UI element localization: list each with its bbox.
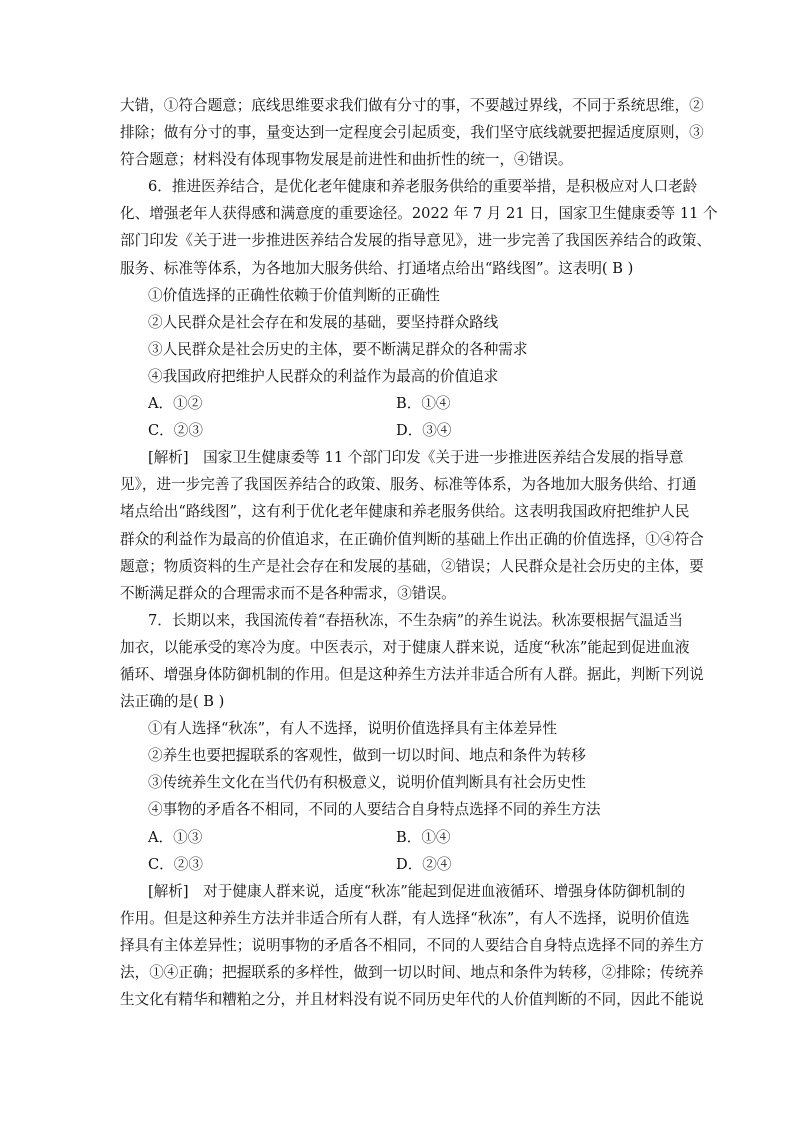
option-d: D．②④: [396, 855, 452, 873]
question-stem-line: 化、增强老年人获得感和满意度的重要途径。2022 年 7 月 21 日，国家卫生健康委等 11 个: [120, 205, 718, 223]
option-b: B．①④: [396, 395, 451, 413]
analysis-line: 作用。但是这种养生方法并非适合所有人群，有人选择“秋冻”，有人不选择，说明价值选: [120, 909, 690, 927]
analysis-line: [解析] 国家卫生健康委等 11 个部门印发《关于进一步推进医养结合发展的指导意: [148, 449, 684, 467]
analysis-line: 大错，①符合题意；底线思维要求我们做有分寸的事，不要越过界线，不同于系统思维，②: [120, 97, 704, 114]
option-a: A．①②: [148, 395, 203, 413]
statement: ②人民群众是社会存在和发展的基础，要坚持群众路线: [148, 313, 499, 331]
option-b: B．①④: [396, 828, 451, 846]
question-7: [120, 607, 704, 1013]
question-stem-line: 7．长期以来，我国流传着“春捂秋冻，不生杂病”的养生说法。秋冻要根据气温适当: [148, 611, 683, 629]
option-d: D．③④: [396, 422, 452, 440]
statement: ①价值选择的正确性依赖于价值判断的正确性: [148, 286, 440, 304]
option-c: C．②③: [148, 422, 203, 440]
statement: ③人民群众是社会历史的主体，要不断满足群众的各种需求: [148, 340, 528, 358]
question-stem-line: 6．推进医养结合，是优化老年健康和养老服务供给的重要举措，是积极应对人口老龄: [148, 178, 698, 196]
question-stem-line: 部门印发《关于进一步推进医养结合发展的指导意见》，进一步完善了我国医养结合的政策、: [120, 232, 712, 250]
document-page: [120, 92, 718, 1013]
analysis-line: 群众的利益作为最高的价值追求，在正确价值判断的基础上作出正确的价值选择，①④符合: [120, 530, 704, 548]
question-stem-line: 循环、增强身体防御机制的作用。但是这种养生方法并非适合所有人群。据此，判断下列说: [120, 665, 704, 683]
prev-analysis: [120, 92, 704, 173]
analysis-line: [解析] 对于健康人群来说，适度“秋冻”能起到促进血液循环、增强身体防御机制的: [148, 882, 686, 900]
options-row: [120, 851, 676, 878]
analysis-line: 择具有主体差异性；说明事物的矛盾各不相同，不同的人要结合自身特点选择不同的养生方: [120, 936, 704, 954]
analysis-line: 法，①④正确；把握联系的多样性，做到一切以时间、地点和条件为转移，②排除；传统养: [120, 964, 704, 981]
question-stem-line: 加衣，以能承受的寒冷为度。中医表示，对于健康人群来说，适度“秋冻”能起到促进血液: [120, 638, 690, 656]
options-row: [120, 417, 676, 444]
statement: ③传统养生文化在当代仍有积极意义，说明价值判断具有社会历史性: [148, 774, 586, 792]
statement: ①有人选择“秋冻”，有人不选择，说明价值选择具有主体差异性: [148, 720, 557, 738]
analysis-line: 生文化有精华和糟粕之分，并且材料没有说不同历史年代的人价值判断的不同，因此不能说: [120, 991, 704, 1009]
analysis-line: 见》，进一步完善了我国医养结合的政策、服务、标准等体系，为各地加大服务供给、打通: [120, 476, 697, 494]
options-row: [120, 824, 676, 851]
question-6: [120, 173, 718, 607]
analysis-line: 题意；物质资料的生产是社会存在和发展的基础，②错误；人民群众是社会历史的主体，要: [120, 557, 704, 575]
analysis-line: 排除；做有分寸的事，量变达到一定程度会引起质变，我们坚守底线就要把握适度原则，③: [120, 124, 704, 142]
statement: ④事物的矛盾各不相同，不同的人要结合自身特点选择不同的养生方法: [148, 801, 601, 819]
statement: ②养生也要把握联系的客观性，做到一切以时间、地点和条件为转移: [148, 747, 586, 765]
options-row: [120, 390, 676, 417]
analysis-line: 符合题意；材料没有体现事物发展是前进性和曲折性的统一，④错误。: [120, 151, 573, 169]
statement: ④我国政府把维护人民群众的利益作为最高的价值追求: [148, 367, 499, 385]
option-c: C．②③: [148, 855, 203, 873]
option-a: A．①③: [148, 828, 203, 846]
analysis-line: 不断满足群众的合理需求而不是各种需求，③错误。: [120, 584, 456, 602]
analysis-line: 堵点给出“路线图”，这有利于优化老年健康和养老服务供给。这表明我国政府把维护人民: [120, 503, 690, 521]
question-stem-line: 法正确的是( B ): [120, 693, 225, 711]
question-stem-line: 服务、标准等体系，为各地加大服务供给、打通堵点给出“路线图”。这表明( B ): [120, 259, 634, 277]
